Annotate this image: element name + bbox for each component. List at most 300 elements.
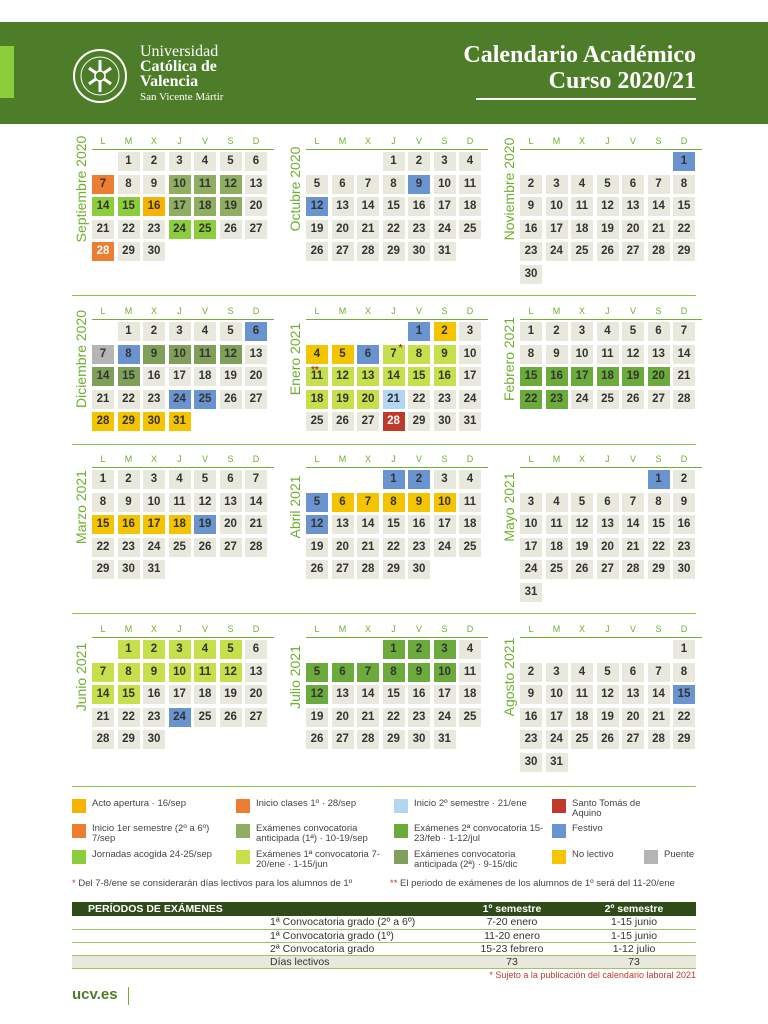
calendar-day: 15	[118, 367, 140, 386]
exam-row-label: Días lectivos	[72, 955, 452, 968]
calendar-day: 4	[546, 493, 568, 512]
calendar-day: 10	[169, 345, 191, 364]
calendar-day: 31	[459, 412, 481, 431]
calendar-day: 7	[92, 345, 114, 364]
calendar-day: 28	[357, 730, 379, 749]
calendar-day: 8	[118, 663, 140, 682]
calendar-day: 4	[597, 322, 619, 341]
weekday-label: J	[177, 624, 182, 634]
legend-swatch	[394, 850, 408, 864]
weekday-label: S	[441, 136, 448, 146]
weekday-header	[92, 134, 274, 148]
calendar-day: 7	[357, 493, 379, 512]
calendar-day: 3	[459, 322, 481, 341]
calendar-day: 23	[143, 390, 165, 409]
calendar-day: 21	[92, 390, 114, 409]
weekday-label: M	[338, 454, 347, 464]
header-accent	[0, 46, 14, 98]
note-left-mark: *	[72, 878, 76, 889]
calendar-day: 22	[118, 220, 140, 239]
calendar-day: 11	[194, 175, 216, 194]
calendar-day: 31	[169, 412, 191, 431]
calendar-day: 23	[143, 220, 165, 239]
calendar-day: 30	[143, 730, 165, 749]
calendar-day: 27	[245, 708, 267, 727]
calendar-day: 22	[673, 708, 695, 727]
weekday-label: S	[655, 306, 662, 316]
weekday-label: V	[629, 306, 636, 316]
calendar-day: 17	[459, 367, 481, 386]
calendar-day: 9	[408, 493, 430, 512]
calendar-day: 27	[332, 242, 354, 261]
calendar-day: 4	[571, 175, 593, 194]
weekday-label: X	[578, 136, 585, 146]
weekday-label: X	[364, 306, 371, 316]
calendar-day: 19	[194, 515, 216, 534]
calendar-day: 6	[357, 345, 379, 364]
weekday-label: D	[466, 454, 474, 464]
legend-swatch	[552, 850, 566, 864]
legend-separator	[72, 786, 696, 787]
weekday-label: V	[415, 136, 422, 146]
calendar-day: 13	[622, 197, 644, 216]
weekday-label: M	[124, 454, 133, 464]
calendar-day: 26	[597, 730, 619, 749]
weekday-label: V	[629, 136, 636, 146]
calendar-day: 31	[520, 583, 542, 602]
calendar-day: 11	[571, 685, 593, 704]
weekday-label: M	[338, 306, 347, 316]
weekday-label: X	[150, 306, 157, 316]
calendar-day: 27	[220, 538, 242, 557]
month-calendar	[500, 622, 700, 782]
calendar-day: 28	[622, 560, 644, 579]
calendar-day: 1	[673, 152, 695, 171]
calendar-day: 26	[332, 412, 354, 431]
calendar-day: 16	[118, 515, 140, 534]
calendar-day: 18	[571, 220, 593, 239]
weekday-header	[92, 622, 274, 636]
calendar-day: 18	[194, 367, 216, 386]
calendar-day: 17	[434, 685, 456, 704]
calendar-day: 26	[306, 560, 328, 579]
table-row	[72, 942, 696, 955]
legend-text: Inicio 2º semestre · 21/ene	[414, 798, 527, 809]
calendar-day: 14	[357, 197, 379, 216]
weekday-label: D	[680, 624, 688, 634]
calendar-day: 7	[648, 175, 670, 194]
calendar-day: 17	[520, 538, 542, 557]
calendar-day: 11 **	[306, 367, 328, 386]
calendar-day: 18	[459, 197, 481, 216]
calendar-day: 18	[459, 685, 481, 704]
calendar-day: 9	[143, 175, 165, 194]
legend-swatch	[644, 850, 658, 864]
calendar-day: 22	[673, 220, 695, 239]
calendar-day: 12	[622, 345, 644, 364]
calendar-day: 3	[143, 470, 165, 489]
calendar-day: 25	[194, 390, 216, 409]
calendar-day: 30	[408, 560, 430, 579]
calendar-day: 23	[546, 390, 568, 409]
calendar-day: 18	[194, 685, 216, 704]
weekday-label: V	[201, 306, 208, 316]
calendar-day: 21	[673, 367, 695, 386]
weekday-label: V	[415, 624, 422, 634]
calendar-day: 13	[648, 345, 670, 364]
calendar-day: 28	[357, 560, 379, 579]
legend-text: Inicio 1er semestre (2º a 6º) 7/sep	[92, 823, 210, 844]
calendar-day: 17	[434, 197, 456, 216]
exam-row-sem2: 73	[572, 955, 696, 968]
calendar-day: 26	[194, 538, 216, 557]
weekday-label: J	[605, 306, 610, 316]
calendar-day: 10	[546, 197, 568, 216]
calendar-day: 18	[571, 708, 593, 727]
calendar-day: 21	[245, 515, 267, 534]
calendar-day: 2	[520, 663, 542, 682]
calendar-day: 24	[434, 538, 456, 557]
calendar-day: 20	[622, 220, 644, 239]
weekday-label: D	[252, 624, 260, 634]
calendar-day: 17	[434, 515, 456, 534]
month-label	[72, 304, 90, 414]
weekday-label: X	[578, 306, 585, 316]
calendar-day: 20	[332, 220, 354, 239]
calendar-day: 12	[194, 493, 216, 512]
weekday-label: X	[150, 624, 157, 634]
exam-row-label: 2ª Convocatoria grado	[72, 942, 452, 955]
weekday-label: M	[552, 306, 561, 316]
calendar-day: 18	[169, 515, 191, 534]
legend-swatch	[236, 850, 250, 864]
table-row	[72, 955, 696, 968]
weekday-label: X	[364, 624, 371, 634]
weekday-label: D	[252, 136, 260, 146]
calendar-day: 1	[92, 470, 114, 489]
calendar-day: 5	[622, 322, 644, 341]
calendar-day: 23	[408, 708, 430, 727]
weekday-label: D	[466, 306, 474, 316]
calendar-day: 17	[169, 197, 191, 216]
calendar-day: 19	[306, 220, 328, 239]
calendar-day: 25	[597, 390, 619, 409]
title-line-1: Calendario Académico	[463, 42, 696, 68]
calendar-day: 10	[434, 493, 456, 512]
calendar-day: 13	[357, 367, 379, 386]
calendar-day: 21	[357, 220, 379, 239]
legend-text: Santo Tomás de Aquino	[572, 798, 641, 819]
weekday-label: D	[680, 306, 688, 316]
footer-divider	[128, 987, 129, 1005]
calendar-day: 29	[118, 242, 140, 261]
calendar-day: 20	[245, 685, 267, 704]
calendar-day: 15	[118, 197, 140, 216]
note-right-mark: **	[390, 878, 398, 889]
weekday-label: V	[201, 454, 208, 464]
calendar-day: 26	[306, 242, 328, 261]
calendar-day: 20	[245, 197, 267, 216]
calendar-day: 20	[332, 708, 354, 727]
calendar-day: 17	[546, 220, 568, 239]
calendar-day: 7	[92, 663, 114, 682]
calendar-day: 9	[408, 663, 430, 682]
calendar-day: 17	[571, 367, 593, 386]
weekday-rule	[306, 319, 488, 320]
exam-row-sem2: 1-15 junio	[572, 916, 696, 929]
calendar-day: 3	[434, 152, 456, 171]
calendar-day: 28	[673, 390, 695, 409]
weekday-label: L	[528, 624, 534, 634]
calendar-day: 14	[383, 367, 405, 386]
calendar-day: 6	[332, 493, 354, 512]
calendar-day: 24	[546, 730, 568, 749]
title-line-2: Curso 2020/21	[548, 68, 696, 94]
calendar-day: 9	[408, 175, 430, 194]
calendar-day: 17	[169, 685, 191, 704]
month-label	[72, 622, 90, 732]
calendar-day: 30	[520, 265, 542, 284]
calendar-day: 16	[143, 685, 165, 704]
calendar-day: 23	[408, 538, 430, 557]
calendar-day: 19	[220, 685, 242, 704]
weekday-rule	[306, 467, 488, 468]
calendar-day: 13	[332, 515, 354, 534]
calendar-day: 15	[92, 515, 114, 534]
calendar-day: 15	[118, 685, 140, 704]
weekday-header	[306, 452, 488, 466]
calendar-day: 1	[383, 152, 405, 171]
calendar-day: 5	[332, 345, 354, 364]
month-label	[286, 452, 304, 562]
calendar-day: 10	[434, 663, 456, 682]
calendar-day: 26	[306, 730, 328, 749]
calendar-day: 3	[546, 663, 568, 682]
university-name	[140, 44, 223, 105]
weekday-label: L	[528, 306, 534, 316]
calendar-day: 3	[434, 640, 456, 659]
calendar-day: 12	[571, 515, 593, 534]
calendar-day: 11	[459, 175, 481, 194]
calendar-day: 3	[169, 152, 191, 171]
calendar-day: 9	[520, 197, 542, 216]
exam-row-sem1: 73	[452, 955, 572, 968]
calendar-day: 20	[622, 708, 644, 727]
month-label	[72, 452, 90, 562]
calendar-day: 4	[194, 322, 216, 341]
calendar-day: 2	[408, 640, 430, 659]
uni-line-4: San Vicente Mártir	[140, 91, 224, 103]
calendar-day: 14	[648, 197, 670, 216]
calendar-day: 8	[383, 663, 405, 682]
month-label-text: Junio 2021	[73, 642, 89, 712]
legend-text: Exámenes 2ª convocatoria 15-23/feb · 1-12/jul	[414, 823, 544, 844]
month-calendar	[286, 622, 486, 782]
calendar-day: 28	[92, 242, 114, 261]
calendar-day: 27	[648, 390, 670, 409]
exam-row-sem2: 1-15 junio	[572, 929, 696, 942]
calendar-day: 26	[220, 390, 242, 409]
uni-line-3: Valencia	[140, 73, 199, 90]
calendar-day: 14	[673, 345, 695, 364]
table-row	[72, 916, 696, 929]
month-label-text: Julio 2021	[287, 645, 303, 709]
calendar-day: 27	[332, 560, 354, 579]
weekday-label: D	[252, 454, 260, 464]
calendar-day: 9	[546, 345, 568, 364]
calendar-day: 28	[648, 242, 670, 261]
calendar-day: 24	[169, 708, 191, 727]
calendar-day: 14	[357, 685, 379, 704]
calendar-day: 10	[571, 345, 593, 364]
exam-row-sem1: 15-23 febrero	[452, 942, 572, 955]
calendar-day: 13	[597, 515, 619, 534]
calendar-day: 10	[546, 685, 568, 704]
calendar-day: 28	[245, 538, 267, 557]
calendar-day: 2	[408, 152, 430, 171]
calendar-day: 16	[408, 685, 430, 704]
calendar-day: 22	[383, 538, 405, 557]
month-label-text: Febrero 2021	[501, 316, 517, 402]
calendar-day: 23	[118, 538, 140, 557]
calendar-day: 25	[459, 538, 481, 557]
calendar-day: 24	[571, 390, 593, 409]
calendar-day: 24	[459, 390, 481, 409]
calendar-day: 5	[306, 663, 328, 682]
calendar-day: 2	[408, 470, 430, 489]
exam-row-sem1: 11-20 enero	[452, 929, 572, 942]
weekday-label: M	[124, 136, 133, 146]
calendar-day: 26	[220, 220, 242, 239]
legend-swatch	[394, 824, 408, 838]
month-label	[286, 622, 304, 732]
weekday-label: S	[655, 624, 662, 634]
exam-row-sem2: 1-12 julio	[572, 942, 696, 955]
calendar-day: 31	[434, 730, 456, 749]
calendar-day: 29	[673, 730, 695, 749]
calendar-day: 23	[520, 242, 542, 261]
calendar-day: 1	[383, 470, 405, 489]
weekday-rule	[306, 637, 488, 638]
calendar-day: 13	[245, 663, 267, 682]
month-label	[500, 622, 518, 732]
footer-url-link[interactable]: ucv.es	[72, 986, 118, 1003]
weekday-label: S	[655, 454, 662, 464]
weekday-header	[92, 304, 274, 318]
calendar-day: 10	[459, 345, 481, 364]
calendar-day: 20	[597, 538, 619, 557]
weekday-label: X	[150, 136, 157, 146]
weekday-label: J	[605, 136, 610, 146]
calendar-day: 22	[408, 390, 430, 409]
month-calendar	[72, 622, 272, 782]
weekday-label: X	[578, 624, 585, 634]
exam-table-header	[72, 902, 696, 916]
calendar-day: 29	[673, 242, 695, 261]
calendar-day: 14	[357, 515, 379, 534]
calendar-day: 5	[597, 175, 619, 194]
calendar-day: 8	[383, 493, 405, 512]
month-calendar	[286, 452, 486, 612]
calendar-day: 14	[622, 515, 644, 534]
weekday-label: L	[314, 136, 320, 146]
month-calendar	[500, 134, 700, 294]
calendar-day: 13	[332, 197, 354, 216]
calendar-day: 25	[459, 708, 481, 727]
calendar-day: 16	[520, 708, 542, 727]
exam-row-label: 1ª Convocatoria grado (2º a 6º)	[72, 916, 452, 929]
calendar-day: 8	[92, 493, 114, 512]
weekday-rule	[92, 637, 274, 638]
calendar-day: 12	[220, 345, 242, 364]
calendar-day: 3	[571, 322, 593, 341]
calendar-day: 11	[546, 515, 568, 534]
calendar-day: 13	[245, 175, 267, 194]
calendar-day: 13	[332, 685, 354, 704]
calendar-day: 6	[245, 152, 267, 171]
weekday-label: S	[227, 454, 234, 464]
calendar-day: 22	[118, 708, 140, 727]
calendar-day: 25	[571, 242, 593, 261]
calendar-day: 27	[622, 730, 644, 749]
calendar-day: 5	[571, 493, 593, 512]
calendar-day: 2	[673, 470, 695, 489]
weekday-label: M	[124, 306, 133, 316]
footnote-mark: *	[489, 970, 493, 980]
weekday-label: J	[177, 306, 182, 316]
weekday-label: J	[605, 624, 610, 634]
legend-text: Exámenes 1ª convocatoria 7-20/ene · 1-15/jun	[256, 849, 380, 870]
calendar-day: 13	[220, 493, 242, 512]
calendar-day: 29	[383, 242, 405, 261]
weekday-label: L	[314, 454, 320, 464]
calendar-day: 12	[597, 685, 619, 704]
calendar-day: 6	[245, 640, 267, 659]
calendar-day: 26	[220, 708, 242, 727]
calendar-day: 12	[220, 663, 242, 682]
calendar-day: 8	[520, 345, 542, 364]
calendar-day: 11	[194, 663, 216, 682]
calendar-day: 30	[434, 412, 456, 431]
calendar-day: 9	[143, 663, 165, 682]
calendar-day: 13	[245, 345, 267, 364]
calendar-day: 7	[357, 663, 379, 682]
calendar-day: 21	[622, 538, 644, 557]
weekday-label: X	[578, 454, 585, 464]
calendar-day: 4	[194, 152, 216, 171]
calendar-day: 3	[520, 493, 542, 512]
calendar-day: 25	[459, 220, 481, 239]
weekday-label: V	[629, 454, 636, 464]
exam-row-label: 1ª Convocatoria grado (1º)	[72, 929, 452, 942]
calendar-day: 13	[622, 685, 644, 704]
legend-text: Acto apertura · 16/sep	[92, 798, 186, 809]
calendar-day: 29	[383, 730, 405, 749]
weekday-header	[520, 622, 702, 636]
calendar-day: 5	[597, 663, 619, 682]
month-label-text: Noviembre 2020	[501, 137, 517, 241]
weekday-rule	[92, 319, 274, 320]
calendar-day: 3	[546, 175, 568, 194]
calendar-day: 11	[597, 345, 619, 364]
calendar-day: 21	[92, 708, 114, 727]
calendar-day: 20	[357, 390, 379, 409]
calendar-day: 21	[357, 708, 379, 727]
calendar-day: 30	[118, 560, 140, 579]
calendar-day: 29	[408, 412, 430, 431]
calendar-day: 14	[245, 493, 267, 512]
calendar-day: 2	[143, 152, 165, 171]
